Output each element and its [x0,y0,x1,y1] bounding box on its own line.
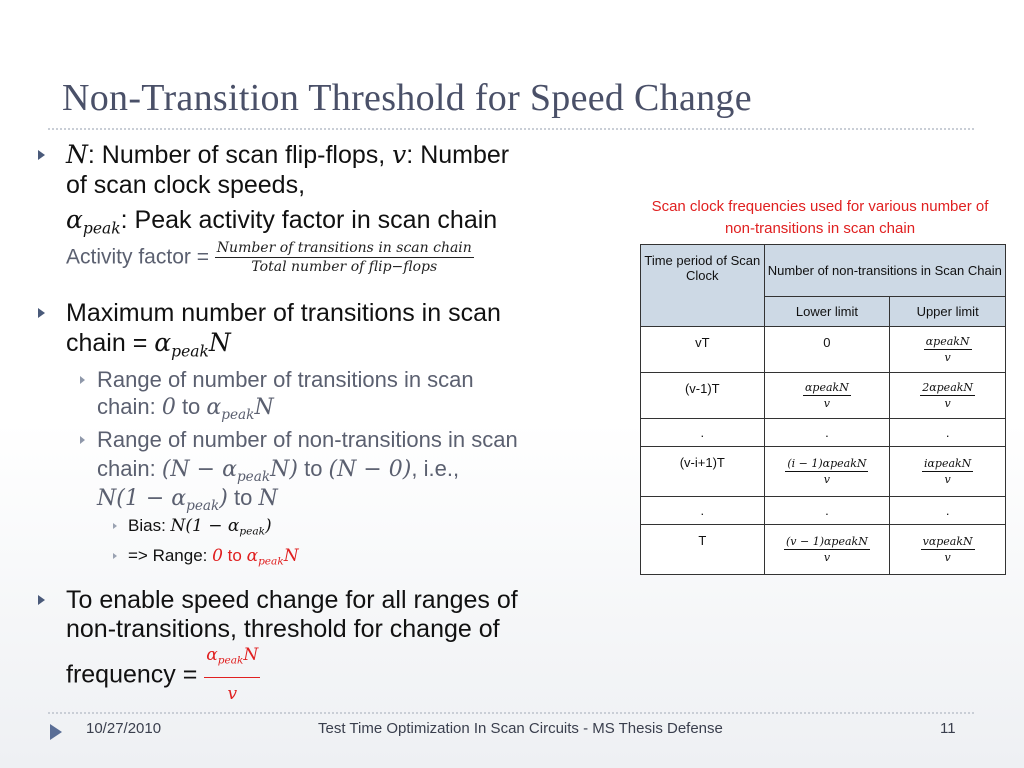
activity-factor-formula: Activity factor = $\frac{\text{Number of transitions in scan chain}}{\text{Total number of flip−flops}}$ [66,240,472,275]
nav-arrow-icon[interactable] [50,724,62,740]
bullet-definitions-line1: N: Number of scan flip-flops, v: Number [66,140,510,169]
sub-sub-bullet-icon [113,523,117,529]
threshold-line2: non-transitions, threshold for change of [66,615,500,643]
period-cell: (v-1)T [641,373,765,419]
period-cell: vT [641,327,765,373]
bias-line: Bias: $N(1 - \alpha_{peak})$ [128,516,272,538]
upper-cell: . [890,419,1006,447]
table-row [641,373,1006,419]
period-cell: . [641,419,765,447]
sub-bullet-icon [80,436,85,444]
title-divider [48,128,974,130]
threshold-line3: frequency = $\frac{\alpha_{peak}N}{v}$ [66,640,260,709]
period-cell: . [641,497,765,525]
triangle-bullet-icon [38,150,45,160]
footer-title: Test Time Optimization In Scan Circuits - MS Thesis Defense [318,720,723,737]
range-line: => Range: 0 to $\alpha_{peak}N$ [128,546,299,568]
lower-cell: $\frac{\text{(i − 1)αpeakN}}{v}$ [764,447,890,497]
sub-sub-bullet-icon [113,553,117,559]
lower-cell: $\frac{\text{(v − 1)αpeakN}}{v}$ [764,525,890,575]
transitions-range-line1: Range of number of transitions in scan [97,367,474,392]
non-transitions-range-line2: chain: $(N - \alpha_{peak}N)$ to (N − 0), i.e., [97,456,460,485]
triangle-bullet-icon [38,308,45,318]
table-row [641,419,1006,447]
upper-cell: $\frac{\text{2αpeakN}}{v}$ [890,373,1006,419]
activity-factor-fraction: $\frac{\text{Number of transitions in scan chain}}{\text{Total number of flip−flops}}$ [216,240,472,275]
footer-divider [48,712,974,714]
threshold-fraction: $\frac{\alpha_{peak}N}{v}$ [204,640,260,709]
header-time-period: Time period of Scan Clock [641,245,765,327]
scan-frequency-table [640,244,1006,575]
header-upper-limit: Upper limit [890,297,1006,327]
period-cell: T [641,525,765,575]
period-cell: (v-i+1)T [641,447,765,497]
transitions-range-line2: chain: 0 to $\alpha_{peak}N$ [97,394,274,423]
header-lower-limit: Lower limit [764,297,890,327]
table-row [641,525,1006,575]
table-row [641,327,1006,373]
header-non-transitions: Number of non-transitions in Scan Chain [764,245,1005,297]
peak-activity-definition: $\alpha_{peak}$: Peak activity factor in scan chain [66,205,498,238]
lower-cell: $\frac{\text{αpeakN}}{v}$ [764,373,890,419]
bullet-definitions-line2: of scan clock speeds, [66,171,306,199]
upper-cell: $\frac{\text{iαpeakN}}{v}$ [890,447,1006,497]
slide-title: Non-Transition Threshold for Speed Change [62,77,752,119]
max-transitions-line2: chain = $\alpha_{peak}N$ [66,328,231,361]
sub-bullet-icon [80,376,85,384]
threshold-line1: To enable speed change for all ranges of [66,586,518,614]
non-transitions-range-line1: Range of number of non-transitions in scan [97,427,518,452]
table-row [641,447,1006,497]
upper-cell: . [890,497,1006,525]
lower-cell: . [764,497,890,525]
triangle-bullet-icon [38,595,45,605]
upper-cell: $\frac{\text{αpeakN}}{v}$ [890,327,1006,373]
table-row [641,497,1006,525]
table-caption: Scan clock frequencies used for various number of non-transitions in scan chain [651,198,989,237]
lower-cell: 0 [764,327,890,373]
footer-date: 10/27/2010 [86,720,162,737]
non-transitions-range-line3: $N(1 - \alpha_{peak})$ to N [97,485,278,514]
lower-cell: . [764,419,890,447]
page-number: 11 [940,720,956,737]
max-transitions-line1: Maximum number of transitions in scan [66,299,501,327]
upper-cell: $\frac{\text{vαpeakN}}{v}$ [890,525,1006,575]
